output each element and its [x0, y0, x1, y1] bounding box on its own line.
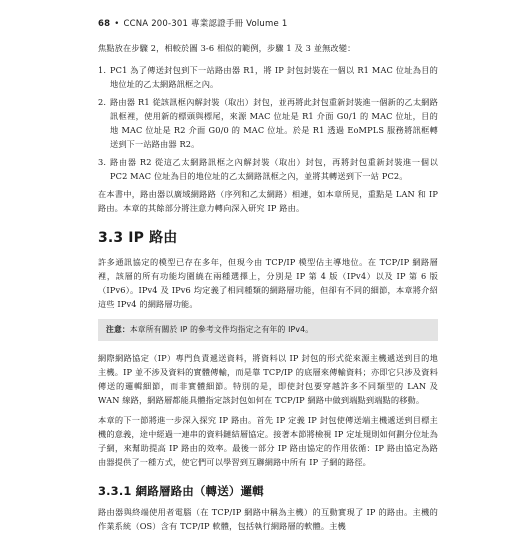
note-label: 注意： — [106, 325, 130, 334]
subsection-paragraph-1: 路由器與終端使用者電腦（在 TCP/IP 網路中稱為主機）的互動實現了 IP 的路由。主機的作業系統（OS）含有 TCP/IP 軟體，包括執行網路層的軟體。主機 — [98, 507, 438, 531]
section-paragraph-1: 許多通訊協定的模型已存在多年，但現今由 TCP/IP 模型佔主導地位。在 TCP/IP 網路層裡，該層的所有功能均圍繞在兩種選擇上，分別是 IP 第 4 版（IPv4）以及 IP 第 6 版（IPv6）。IPv4 及 IPv6 均定義了相同種類的網路層功能，但卻有不同的細節，本章將介紹這些 IPv4 的網路層功能。 — [98, 257, 438, 309]
steps-list — [98, 63, 438, 183]
page-number: 68 — [98, 19, 111, 29]
page-header — [98, 17, 287, 31]
step-number: 1. — [98, 65, 107, 75]
step-text: PC1 為了傳送封包到下一站路由器 R1，將 IP 封包封裝在一個以 R1 MAC 位址為目的地位址的乙太網路訊框之內。 — [110, 65, 438, 89]
section-paragraph-2: 網際網路協定（IP）專門負責遞送資料，將資料以 IP 封包的形式從來源主機遞送到目的地主機。IP 並不涉及資料的實體傳輸，而是靠 TCP/IP 的底層來傳輸資料；亦即它只涉及資料傳送的邏輯細節，而非實體細節。特別的是，即使封包要穿越許多不同類型的 LAN 及 WAN 線路，網路層都能具體指定該封包如何在 TCP/IP 網路中做到端點到端點的移動。 — [98, 353, 438, 405]
list-item — [98, 155, 438, 183]
step-text: 路由器 R1 從該訊框內解封裝（取出）封包，並再將此封包重新封裝進一個新的乙太網路訊框裡，使用新的標頭與標尾，來源 MAC 位址是 R1 介面 G0/1 的 MAC 位址，目的地 MAC 位址是 R2 介面 G0/0 的 MAC 位址。於是 R1 透過 EoMPLS 服務將訊框轉送到下一站路由器 R2。 — [110, 97, 438, 149]
note-text: 本章所有關於 IP 的參考文件均指定之有年的 IPv4。 — [129, 325, 314, 334]
header-bullet: • — [114, 19, 120, 29]
wan-paragraph: 在本書中，路由器以廣域網路路（序列和乙太網路）相連，如本章所見，重點是 LAN 和 IP 路由。本章的其餘部分將注意力轉向深入研究 IP 路由。 — [98, 189, 438, 213]
list-item — [98, 63, 438, 91]
step-number: 3. — [98, 157, 107, 167]
list-item — [98, 95, 438, 151]
section-paragraph-3: 本章的下一節將進一步深入探究 IP 路由。首先 IP 定義 IP 封包使傳送端主機遞送到目標主機的意義，途中經過一連串的資料鏈結層協定。接著本節將檢視 IP 定址規則如何劃分位址為子網，來幫助提高 IP 路由的效率。最後一部分 IP 路由協定的作用依循：IP 路由協定為路由器提供了一種方式，使它們可以學習到互聯網路中所有 IP 子網的路徑。 — [98, 415, 438, 467]
page-content — [98, 41, 438, 533]
book-title: CCNA 200-301 專業認證手冊 Volume 1 — [123, 19, 288, 29]
intro-paragraph: 焦點放在步驟 2，相較於圖 3-6 相似的範例，步驟 1 及 3 並無改變： — [98, 43, 356, 53]
step-number: 2. — [98, 97, 107, 107]
step-text: 路由器 R2 從這乙太網路訊框之內解封裝（取出）封包，再將封包重新封裝進一個以 PC2 MAC 位址為目的地位址的乙太網路訊框之內，並將其轉送到下一站 PC2。 — [110, 157, 438, 181]
note-box — [98, 319, 438, 341]
subsection-heading: 3.3.1 網路層路由（轉送）邏輯 — [98, 484, 264, 498]
section-heading: 3.3 IP 路由 — [98, 230, 178, 246]
